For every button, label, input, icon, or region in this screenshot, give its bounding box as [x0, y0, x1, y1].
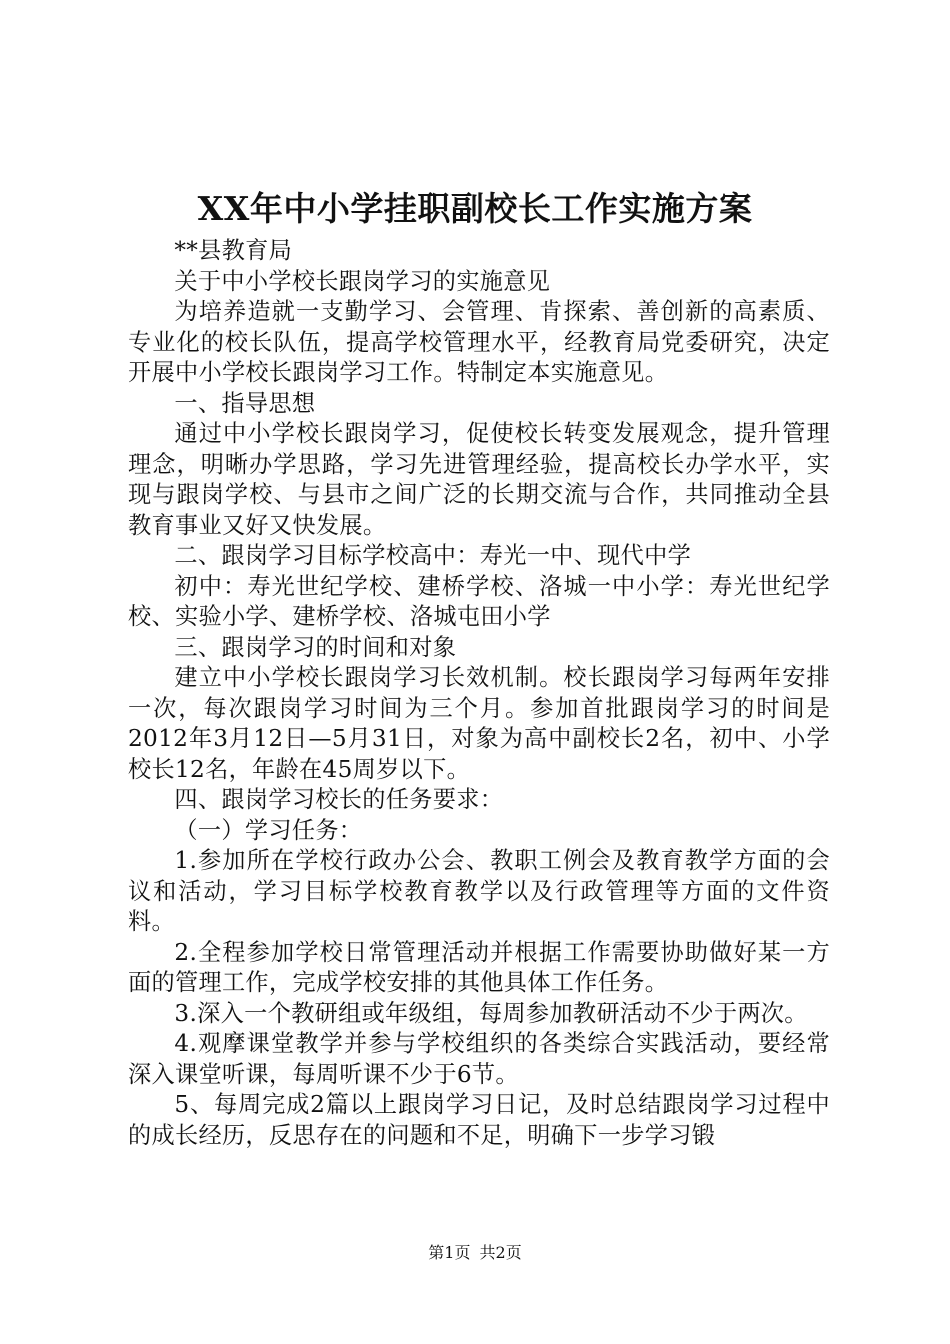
paragraph-issuer: **县教育局 — [174, 237, 293, 264]
page-total: 共2页 — [479, 1243, 522, 1262]
list-item-2: 2.全程参加学校日常管理活动并根据工作需要协助做好某一方面的管理工作，完成学校安排的其他具体工作任务。 — [128, 938, 830, 996]
list-item-4: 4.观摩课堂教学并参与学校组织的各类综合实践活动，要经常深入课堂听课，每周听课不少于6节。 — [128, 1030, 830, 1088]
page-footer — [0, 1242, 950, 1264]
section-heading-3: 三、跟岗学习的时间和对象 — [174, 633, 457, 661]
paragraph-subject: 关于中小学校长跟岗学习的实施意见 — [174, 267, 551, 295]
paragraph-schools: 初中：寿光世纪学校、建桥学校、洛城一中小学：寿光世纪学校、实验小学、建桥学校、洛城屯田小学 — [128, 572, 830, 630]
section-heading-2: 二、跟岗学习目标学校高中：寿光一中、现代中学 — [174, 542, 692, 569]
list-item-3: 3.深入一个教研组或年级组，每周参加教研活动不少于两次。 — [174, 999, 808, 1027]
section-heading-1: 一、指导思想 — [174, 389, 316, 417]
paragraph-intro: 为培养造就一支勤学习、会管理、肯探索、善创新的高素质、专业化的校长队伍，提高学校管理水平，经教育局党委研究，决定开展中小学校长跟岗学习工作。特制定本实施意见。 — [128, 298, 830, 386]
list-item-5: 5、每周完成2篇以上跟岗学习日记，及时总结跟岗学习过程中的成长经历，反思存在的问题和不足，明确下一步学习锻 — [128, 1091, 830, 1149]
subsection-heading-1: （一）学习任务： — [174, 816, 363, 844]
page-number: 第1页 — [428, 1243, 471, 1262]
paragraph-guiding: 通过中小学校长跟岗学习，促使校长转变发展观念，提升管理理念，明晰办学思路，学习先进管理经验，提高校长办学水平，实现与跟岗学校、与县市之间广泛的长期交流与合作，共同推动全县教育事业又好又快发展。 — [128, 420, 830, 539]
document-body — [128, 236, 830, 1151]
paragraph-time: 建立中小学校长跟岗学习长效机制。校长跟岗学习每两年安排一次，每次跟岗学习时间为三个月。参加首批跟岗学习的时间是2012年3月12日—5月31日，对象为高中副校长2名，初中、小学校长12名，年龄在45周岁以下。 — [128, 664, 830, 783]
list-item-1: 1.参加所在学校行政办公会、教职工例会及教育教学方面的会议和活动，学习目标学校教育教学以及行政管理等方面的文件资料。 — [128, 847, 830, 935]
document-title: XX年中小学挂职副校长工作实施方案 — [197, 189, 753, 228]
section-heading-4: 四、跟岗学习校长的任务要求： — [174, 786, 504, 813]
